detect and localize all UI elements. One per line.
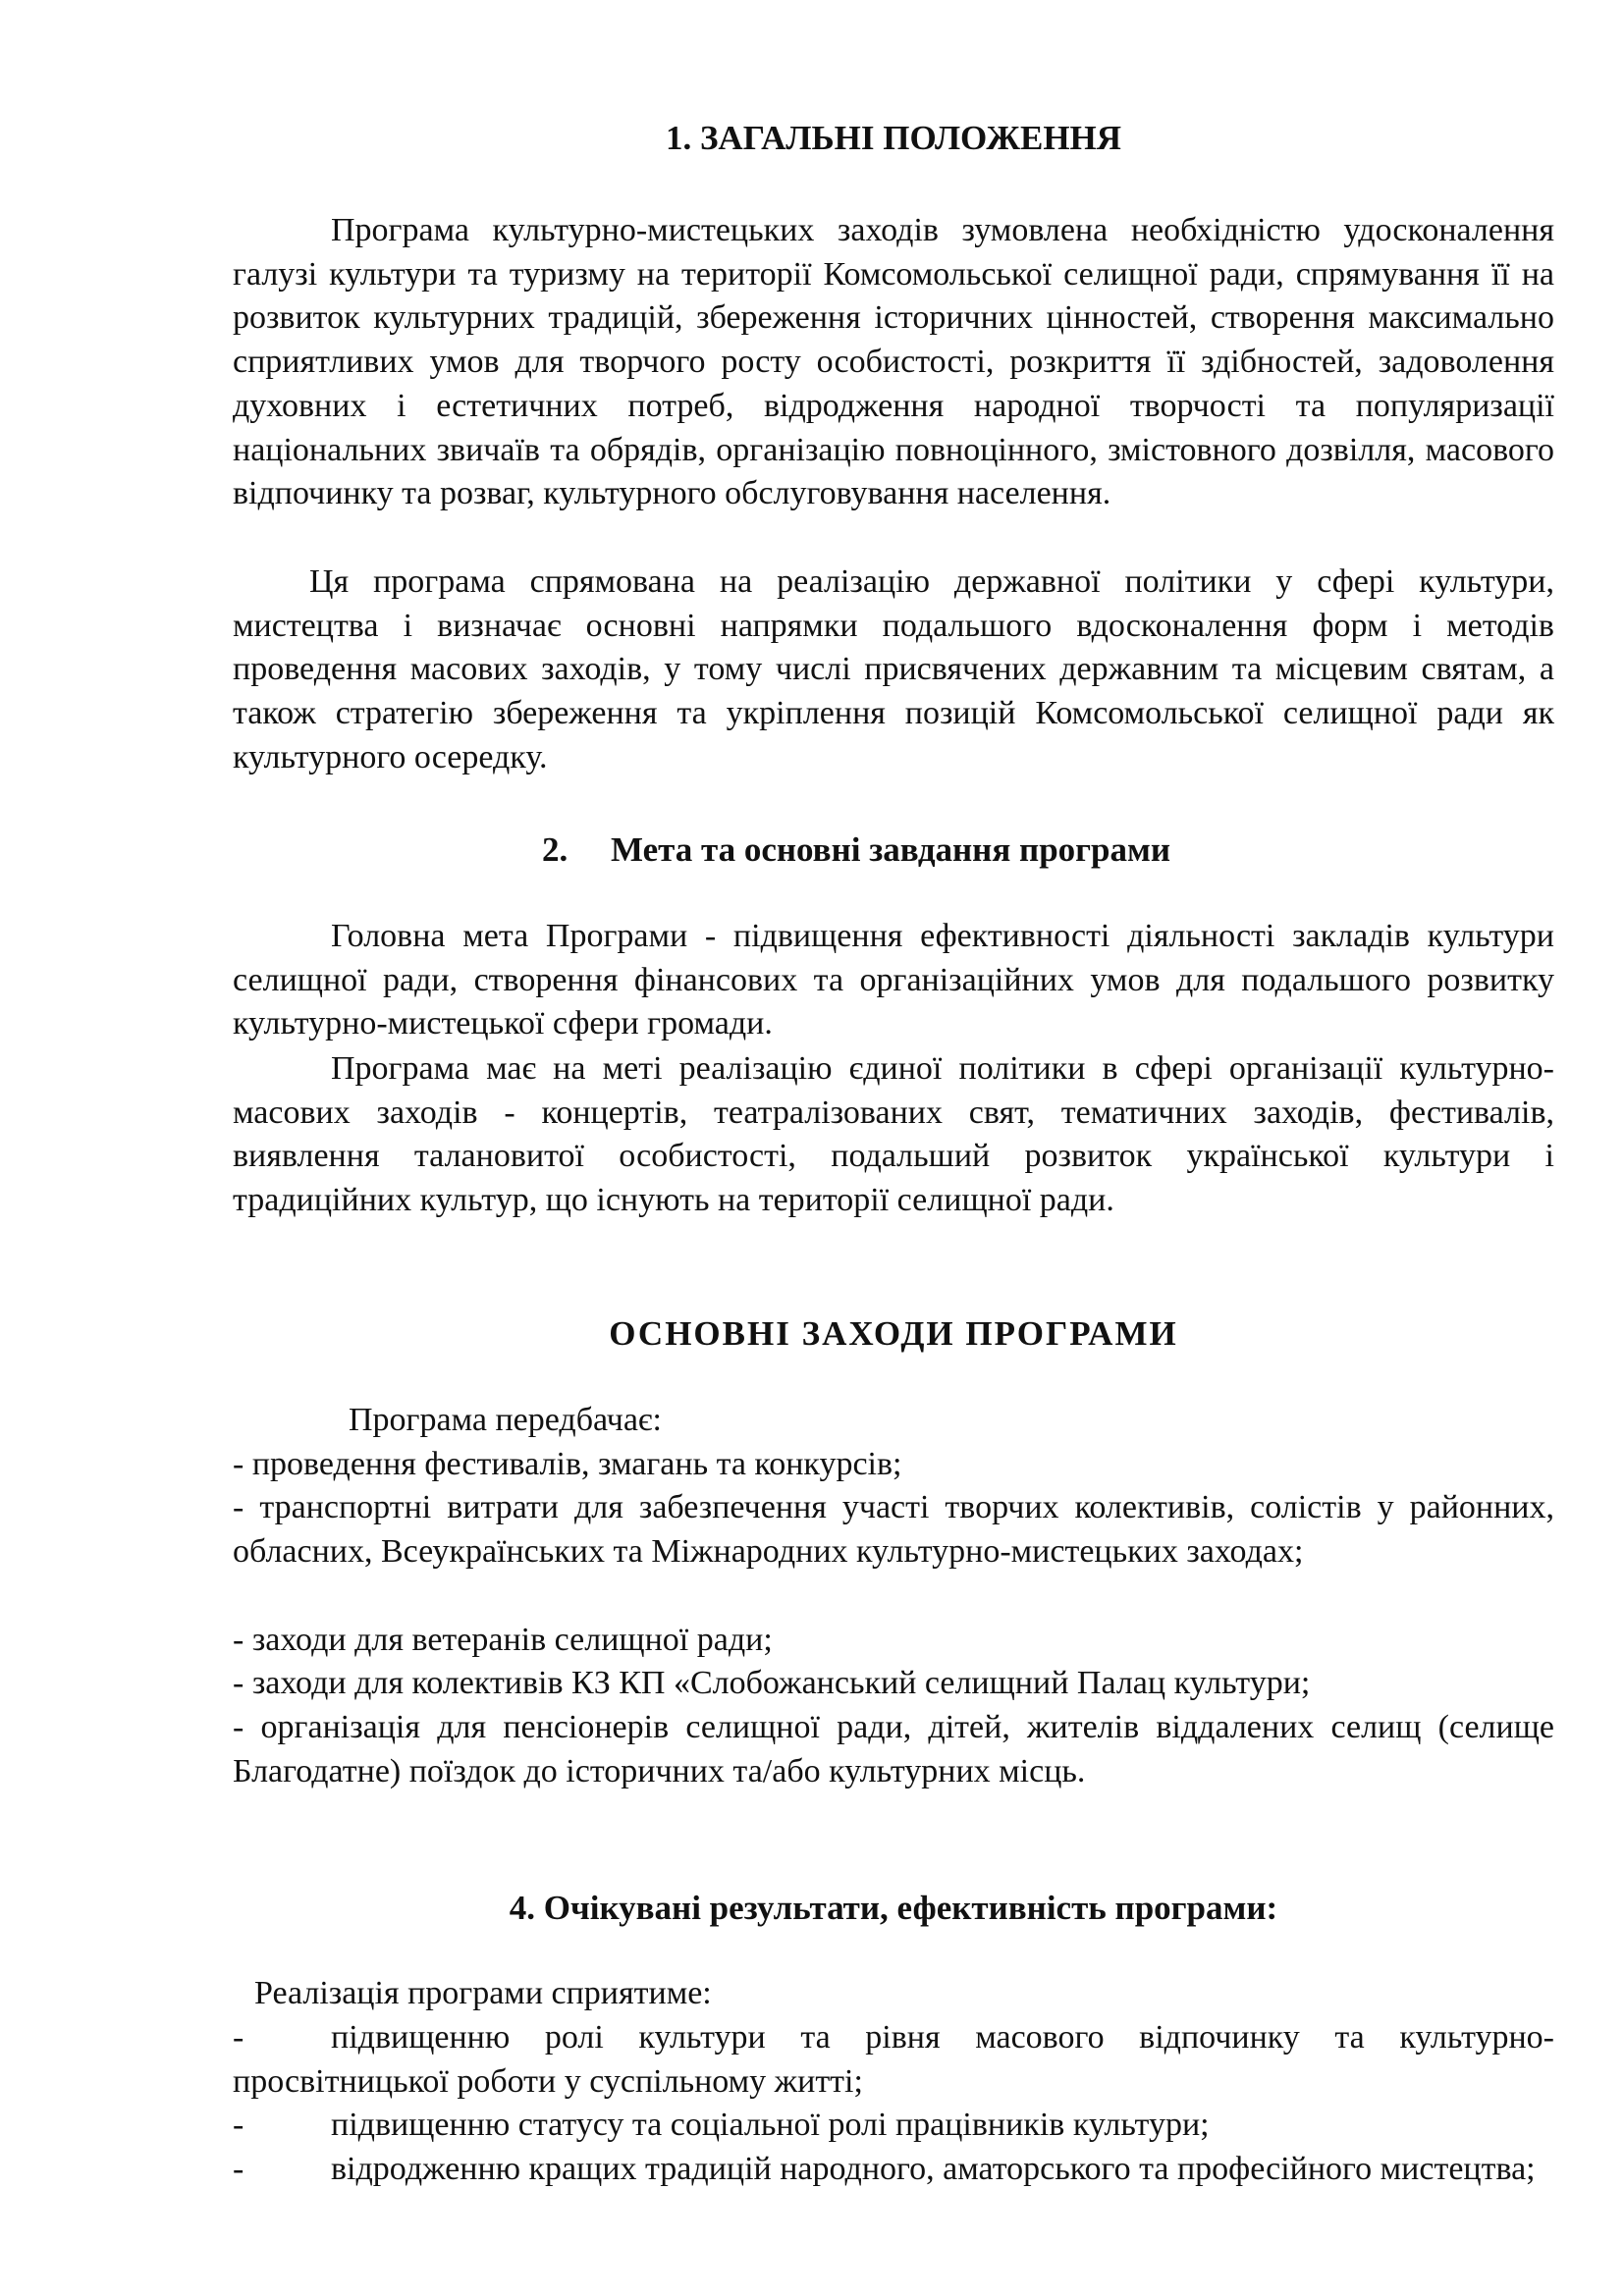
section-2-paragraph-2: Програма має на меті реалізацію єдиної політики в сфері організації культурно-масових заходів - концертів, театралізованих свят, тематичних заходів, фестивалів, виявлення талановитої особистості, подальший розвиток української культури і традиційних культур, що існують на території селищної ради. — [233, 1050, 1554, 1219]
section-1-heading: 1. ЗАГАЛЬНІ ПОЛОЖЕННЯ — [665, 119, 1122, 157]
section-4-item-2-text: підвищенню статусу та соціальної ролі працівників культури; — [331, 2107, 1210, 2143]
section-3-heading: ОСНОВНІ ЗАХОДИ ПРОГРАМИ — [609, 1314, 1178, 1353]
section-3-item-1: - проведення фестивалів, змагань та конкурсів; — [233, 1446, 902, 1482]
list-dash: - — [233, 2151, 244, 2187]
section-2-paragraph-1: Головна мета Програми - підвищення ефективності діяльності закладів культури селищної ради, створення фінансових та організаційних умов для подальшого розвитку культурно-мистецької сфери громади. — [233, 918, 1554, 1042]
section-4-heading: 4. Очікувані результати, ефективність програми: — [509, 1889, 1278, 1927]
section-4-item-3-text: відродженню кращих традицій народного, аматорського та професійного мистецтва; — [331, 2151, 1536, 2187]
section-4-item-3 — [233, 2148, 1554, 2192]
section-2-number: 2. — [542, 830, 568, 869]
section-4-item-2 — [233, 2104, 1554, 2148]
section-3-item-2: - транспортні витрати для забезпечення участі творчих колективів, солістів у районних, обласних, Всеукраїнських та Міжнародних культурно-мистецьких заходах; — [233, 1489, 1554, 1570]
section-2-title: Мета та основні завдання програми — [611, 830, 1171, 869]
section-3-item-5: - організація для пенсіонерів селищної ради, дітей, жителів віддалених селищ (селище Благодатне) поїздок до історичних та/або культурних місць. — [233, 1709, 1554, 1789]
section-4-item-1 — [233, 2016, 1554, 2104]
list-dash: - — [233, 2019, 244, 2056]
section-2-heading — [233, 828, 1554, 872]
section-3-item-3: - заходи для ветеранів селищної ради; — [233, 1622, 773, 1658]
section-3-intro: Програма передбачає: — [349, 1402, 662, 1438]
list-dash: - — [233, 2107, 244, 2143]
section-1-paragraph-1: Програма культурно-мистецьких заходів зумовлена необхідністю удосконалення галузі культури та туризму на території Комсомольської селищної ради, спрямування її на розвиток культурних традицій, збереження історичних цінностей, створення максимально сприятливих умов для творчого росту особистості, розкриття її здібностей, задоволення духовних і естетичних потреб, відродження народної творчості та популяризації національних звичаїв та обрядів, організацію повноцінного, змістовного дозвілля, масового відпочинку та розваг, культурного обслуговування населення. — [233, 212, 1554, 512]
section-4-item-1-text: підвищенню ролі культури та рівня масового відпочинку та культурно-просвітницької роботи у суспільному житті; — [233, 2019, 1554, 2100]
section-3-item-4: - заходи для колективів КЗ КП «Слобожанський селищний Палац культури; — [233, 1665, 1311, 1701]
section-4-intro: Реалізація програми сприятиме: — [254, 1975, 712, 2011]
section-1-paragraph-2: Ця програма спрямована на реалізацію державної політики у сфері культури, мистецтва і визначає основні напрямки подальшого вдосконалення форм і методів проведення масових заходів, у тому числі присвячених державним та місцевим святам, а також стратегію збереження та укріплення позицій Комсомольської селищної ради як культурного осередку. — [233, 563, 1554, 775]
